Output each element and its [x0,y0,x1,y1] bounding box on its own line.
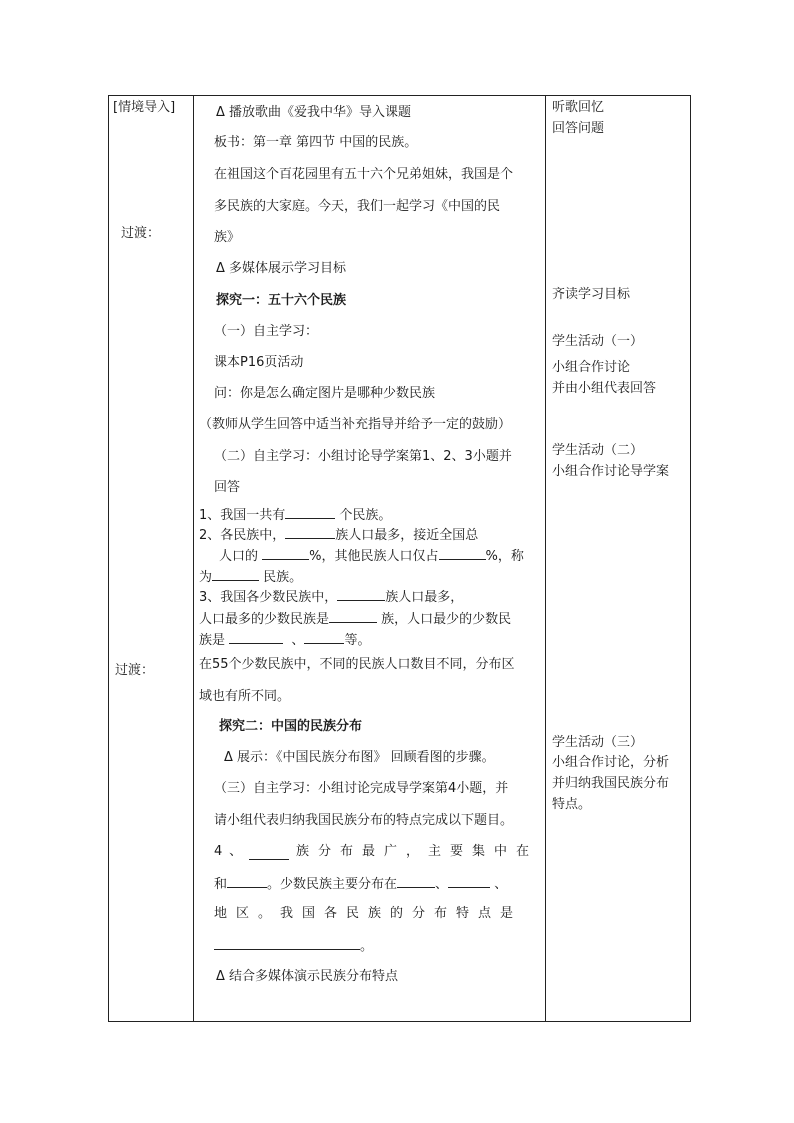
answer-blank [337,587,385,601]
text-line: 回答 [214,480,241,495]
question-1: 1、我国一共有 个民族。 [199,505,391,524]
text-line: 请小组代表归纳我国民族分布的特点完成以下题目。 [214,813,514,828]
question-3-line-2: 人口最多的少数民族是 族，人口最少的少数民 [199,609,511,628]
student-activity-heading: 学生活动（三） [552,735,644,750]
student-activity-text: 特点。 [552,797,592,812]
student-activity-text: 小组合作讨论 [552,360,631,375]
answer-blank [448,874,490,888]
student-activity-text: 并由小组代表回答 [552,381,657,396]
question-3: 3、我国各少数民族中， 族人口最多， [199,587,463,606]
text-line: 课本P16页活动 [214,355,304,370]
answer-blank [329,609,377,623]
text-line: 在55个少数民族中，不同的民族人口数目不同，分布区 [199,657,515,672]
question-2-line-2: 人口的 %，其他民族人口仅占 %，称 [219,546,524,565]
section-heading-2: 探究二：中国的民族分布 [219,719,363,734]
answer-blank [214,936,360,950]
text-line: （二）自主学习：小组讨论导学案第1、2、3小题并 [214,449,512,464]
transition-label-1: 过渡： [121,226,161,241]
answer-blank [397,874,435,888]
student-activity-text: 小组合作讨论导学案 [552,464,670,479]
answer-blank [262,546,309,560]
text-line: 在祖国这个百花园里有五十六个兄弟姐妹，我国是个 [214,167,514,182]
text-line: 域也有所不同。 [199,689,291,704]
student-activity-heading: 学生活动（一） [552,334,644,349]
text-line: Δ 结合多媒体演示民族分布特点 [216,969,399,984]
text-line: （教师从学生回答中适当补充指导并给予一定的鼓励） [199,417,512,432]
question-4: 4 、 族分布最广，主要集中在 [214,844,538,859]
question-4-line-4: 。 [214,936,373,955]
student-activity-text: 回答问题 [552,121,605,136]
text-line: 族》 [214,230,241,245]
text-line: Δ 播放歌曲《爱我中华》导入课题 [216,105,412,120]
text-line: 多民族的大家庭。今天，我们一起学习《中国的民 [214,199,501,214]
answer-blank [227,874,267,888]
transition-label-2: 过渡： [115,663,155,678]
text-line: Δ 多媒体展示学习目标 [216,261,347,276]
student-activity-text: 小组合作讨论，分析 [552,755,670,770]
section-label-intro: [情境导入] [113,100,176,115]
text-line: （三）自主学习：小组讨论完成导学案第4小题，并 [214,781,509,796]
question-4-line-3: 地区。我国各民族的分布特点是 [214,906,523,921]
answer-blank [304,630,344,644]
answer-blank [285,525,335,539]
question-2-line-3: 为 民族。 [199,567,302,586]
column-divider-2 [545,96,546,1021]
answer-blank [249,846,289,860]
student-activity-text: 齐读学习目标 [552,287,631,302]
question-4-line-2: 和 。少数民族主要分布在 、 、 [214,874,507,893]
section-heading-1: 探究一：五十六个民族 [216,293,347,308]
student-activity-text: 并归纳我国民族分布 [552,776,670,791]
question-3-line-3: 族是 、 等。 [199,630,370,649]
student-activity-text: 听歌回忆 [552,100,605,115]
answer-blank [212,567,259,581]
text-line: 板书：第一章 第四节 中国的民族。 [214,135,418,150]
text-line: Δ 展示：《中国民族分布图》 回顾看图的步骤。 [224,750,495,765]
student-activity-heading: 学生活动（二） [552,443,644,458]
answer-blank [285,505,335,519]
column-divider-1 [193,96,194,1021]
text-line: （一）自主学习： [214,324,319,339]
answer-blank [229,630,283,644]
answer-blank [439,546,486,560]
question-2: 2、各民族中， 族人口最多，接近全国总 [199,525,478,544]
text-line: 问：你是怎么确定图片是哪种少数民族 [214,386,436,401]
